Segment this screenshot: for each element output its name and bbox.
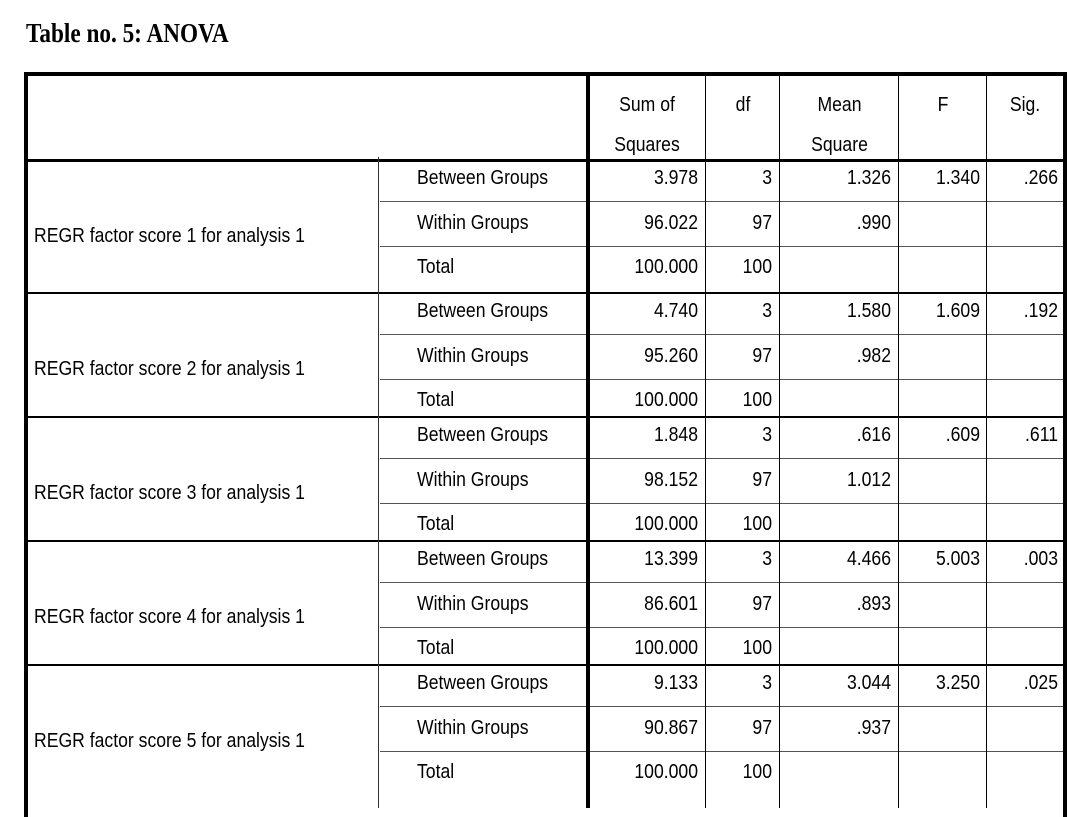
df-cell: 100	[742, 256, 772, 278]
df-cell: 97	[752, 212, 772, 234]
source-cell: Within Groups	[417, 593, 529, 615]
f-cell: 5.003	[935, 548, 980, 570]
source-cell: Between Groups	[417, 424, 549, 446]
group-divider	[28, 292, 1063, 294]
sum-of-squares-cell: 1.848	[653, 424, 698, 446]
df-cell: 97	[752, 593, 772, 615]
row-divider	[380, 503, 1063, 504]
f-cell: 1.340	[935, 167, 980, 189]
column-divider-f	[898, 74, 899, 808]
sum-of-squares-cell: 86.601	[644, 593, 698, 615]
row-divider	[380, 458, 1063, 459]
header-sum-of-squares-line2: Squares	[614, 134, 680, 156]
sum-of-squares-cell: 100.000	[634, 256, 698, 278]
source-cell: Total	[417, 256, 455, 278]
source-cell: Total	[417, 389, 455, 411]
source-cell: Between Groups	[417, 548, 549, 570]
sum-of-squares-cell: 100.000	[634, 637, 698, 659]
source-cell: Total	[417, 637, 455, 659]
sum-of-squares-cell: 95.260	[644, 345, 698, 367]
source-cell: Within Groups	[417, 717, 529, 739]
mean-square-cell: .982	[856, 345, 891, 367]
sum-of-squares-cell: 100.000	[634, 761, 698, 783]
sig-cell: .611	[1025, 424, 1058, 446]
source-cell: Within Groups	[417, 469, 529, 491]
df-cell: 3	[762, 672, 772, 694]
row-divider	[380, 706, 1063, 707]
sum-of-squares-cell: 4.740	[653, 300, 698, 322]
table-title: Table no. 5: ANOVA	[26, 18, 229, 48]
column-divider-mean-square	[779, 74, 780, 808]
column-divider-sig	[986, 74, 987, 808]
df-cell: 3	[762, 167, 772, 189]
variable-label: REGR factor score 3 for analysis 1	[34, 482, 305, 504]
row-divider	[380, 246, 1063, 247]
group-divider	[28, 664, 1063, 666]
row-divider	[380, 582, 1063, 583]
f-cell: .609	[945, 424, 980, 446]
sum-of-squares-cell: 90.867	[644, 717, 698, 739]
header-sig: Sig.	[1009, 94, 1041, 116]
df-cell: 3	[762, 548, 772, 570]
mean-square-cell: .893	[856, 593, 891, 615]
row-divider	[380, 751, 1063, 752]
source-cell: Within Groups	[417, 212, 529, 234]
header-sum-of-squares-line1: Sum of	[619, 94, 675, 116]
df-cell: 3	[762, 424, 772, 446]
df-cell: 97	[752, 345, 772, 367]
source-cell: Between Groups	[417, 167, 549, 189]
header-mean-square-line2: Square	[811, 134, 868, 156]
sum-of-squares-cell: 100.000	[634, 513, 698, 535]
sum-of-squares-cell: 13.399	[644, 548, 698, 570]
sig-cell: .266	[1023, 167, 1058, 189]
row-divider	[380, 379, 1063, 380]
sum-of-squares-cell: 98.152	[644, 469, 698, 491]
df-cell: 97	[752, 469, 772, 491]
mean-square-cell: .616	[856, 424, 891, 446]
row-divider	[380, 627, 1063, 628]
mean-square-cell: 1.326	[846, 167, 891, 189]
variable-label: REGR factor score 4 for analysis 1	[34, 606, 305, 628]
mean-square-cell: .990	[856, 212, 891, 234]
df-cell: 100	[742, 513, 772, 535]
row-divider	[380, 334, 1063, 335]
column-divider-df	[705, 74, 706, 808]
group-divider	[28, 416, 1063, 418]
variable-label: REGR factor score 2 for analysis 1	[34, 358, 305, 380]
df-cell: 100	[742, 389, 772, 411]
df-cell: 100	[742, 761, 772, 783]
mean-square-cell: 1.012	[846, 469, 891, 491]
mean-square-cell: 1.580	[846, 300, 891, 322]
f-cell: 3.250	[935, 672, 980, 694]
mean-square-cell: 4.466	[846, 548, 891, 570]
column-divider-source	[378, 157, 379, 808]
mean-square-cell: 3.044	[846, 672, 891, 694]
df-cell: 100	[742, 637, 772, 659]
source-cell: Between Groups	[417, 672, 549, 694]
sum-of-squares-cell: 96.022	[644, 212, 698, 234]
header-f: F	[937, 94, 949, 116]
sum-of-squares-cell: 9.133	[653, 672, 698, 694]
source-cell: Between Groups	[417, 300, 549, 322]
variable-label: REGR factor score 1 for analysis 1	[34, 225, 305, 247]
f-cell: 1.609	[935, 300, 980, 322]
variable-label: REGR factor score 5 for analysis 1	[34, 730, 305, 752]
sig-cell: .192	[1023, 300, 1058, 322]
df-cell: 97	[752, 717, 772, 739]
sum-of-squares-cell: 3.978	[653, 167, 698, 189]
column-divider-values	[586, 74, 590, 808]
group-divider	[28, 159, 1063, 162]
row-divider	[380, 201, 1063, 202]
mean-square-cell: .937	[856, 717, 891, 739]
source-cell: Within Groups	[417, 345, 529, 367]
sum-of-squares-cell: 100.000	[634, 389, 698, 411]
header-mean-square-line1: Mean	[817, 94, 862, 116]
sig-cell: .025	[1023, 672, 1058, 694]
header-df: df	[735, 94, 751, 116]
sig-cell: .003	[1023, 548, 1058, 570]
source-cell: Total	[417, 761, 455, 783]
df-cell: 3	[762, 300, 772, 322]
group-divider	[28, 540, 1063, 542]
source-cell: Total	[417, 513, 455, 535]
